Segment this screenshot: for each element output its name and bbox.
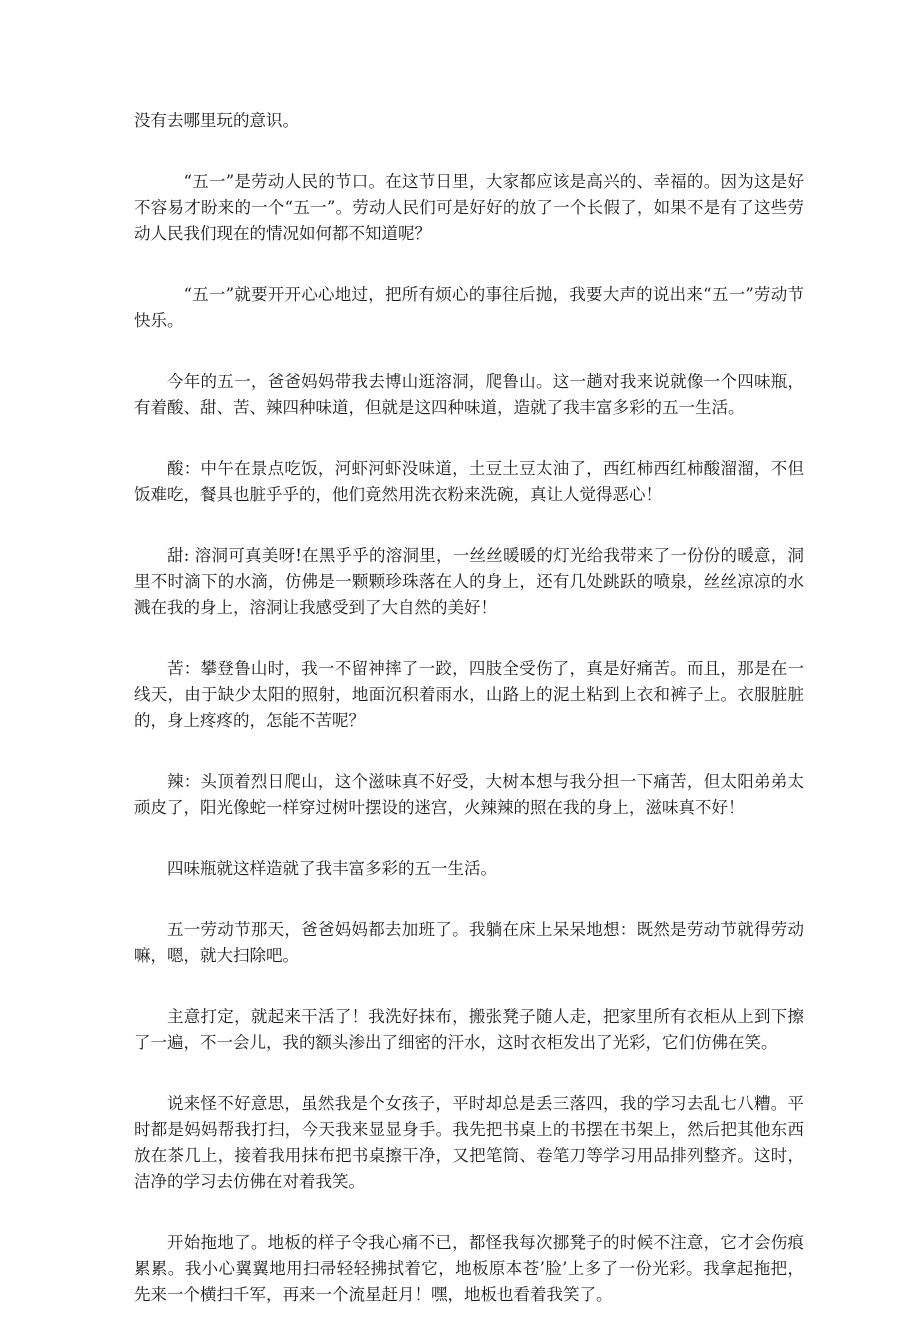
paragraph: 四味瓶就这样造就了我丰富多彩的五一生活。 xyxy=(167,859,497,878)
paragraph: 甜: 溶洞可真美呀!在黑乎乎的溶洞里，一丝丝暖暖的灯光给我带来了一份份的暖意，洞里不时滴下的水滴，仿佛是一颗颗珍珠落在人的身上，还有几处跳跃的喷泉，丝丝凉凉的水溅在我的身上，溶洞让我感受到了大自然的美好！ xyxy=(134,546,804,617)
paragraph: 五一劳动节那天，爸爸妈妈都去加班了。我躺在床上呆呆地想：既然是劳动节就得劳动嘛，嗯，就大扫除吧。 xyxy=(134,920,804,965)
paragraph: 开始拖地了。地板的样子令我心痛不已，都怪我每次挪凳子的时候不注意，它才会伤痕累累。我小心翼翼地用扫帚轻轻拂拭着它，地板原本苍’脸’上多了一份光彩。我拿起拖把，先来一个横扫千军，再来一个流星赶月！嘿，地板也看着我笑了。 xyxy=(134,1233,804,1304)
paragraph: 说来怪不好意思，虽然我是个女孩子，平时却总是丢三落四，我的学习去乱七八糟。平时都是妈妈帮我打扫，今天我来显显身手。我先把书桌上的书摆在书架上，然后把其他东西放在茶几上，接着我用抹布把书桌擦干净，又把笔筒、卷笔刀等学习用品排列整齐。这时，洁净的学习去仿佛在对着我笑。 xyxy=(134,1094,804,1191)
paragraph: 主意打定，就起来干活了！我洗好抹布，搬张凳子随人走，把家里所有衣柜从上到下擦了一遍，不一会儿，我的额头渗出了细密的汗水，这时衣柜发出了光彩，它们仿佛在笑。 xyxy=(134,1007,804,1052)
paragraph: 酸：中午在景点吃饭，河虾河虾没味道，土豆土豆太油了，西红柿西红柿酸溜溜，不但饭难吃，餐具也脏乎乎的，他们竟然用洗衣粉来洗碗，真让人觉得恶心！ xyxy=(134,459,804,504)
paragraph: 苦：攀登鲁山时，我一不留神摔了一跤，四肢全受伤了，真是好痛苦。而且，那是在一线天，由于缺少太阳的照射，地面沉积着雨水，山路上的泥土粘到上衣和裤子上。衣服脏脏的，身上疼疼的，怎能不苦呢？ xyxy=(134,659,804,730)
paragraph: 辣：头顶着烈日爬山，这个滋味真不好受，大树本想与我分担一下痛苦，但太阳弟弟太顽皮了，阳光像蛇一样穿过树叶摆设的迷宫，火辣辣的照在我的身上，滋味真不好！ xyxy=(134,772,804,817)
document-body xyxy=(134,108,804,1343)
paragraph: 今年的五一，爸爸妈妈带我去博山逛溶洞，爬鲁山。这一趟对我来说就像一个四味瓶，有着酸、甜、苦、辣四种味道，但就是这四种味道，造就了我丰富多彩的五一生活。 xyxy=(134,372,804,417)
paragraph: 没有去哪里玩的意识。 xyxy=(134,111,299,130)
paragraph: “五一”是劳动人民的节口。在这节日里，大家都应该是高兴的、幸福的。因为这是好不容易才盼来的一个“五一”。劳动人民们可是好好的放了一个长假了，如果不是有了这些劳动人民我们现在的情况如何都不知道呢？ xyxy=(134,172,804,243)
paragraph: “五一”就要开开心心地过，把所有烦心的事往后抛，我要大声的说出来“五一”劳动节快乐。 xyxy=(134,285,804,330)
